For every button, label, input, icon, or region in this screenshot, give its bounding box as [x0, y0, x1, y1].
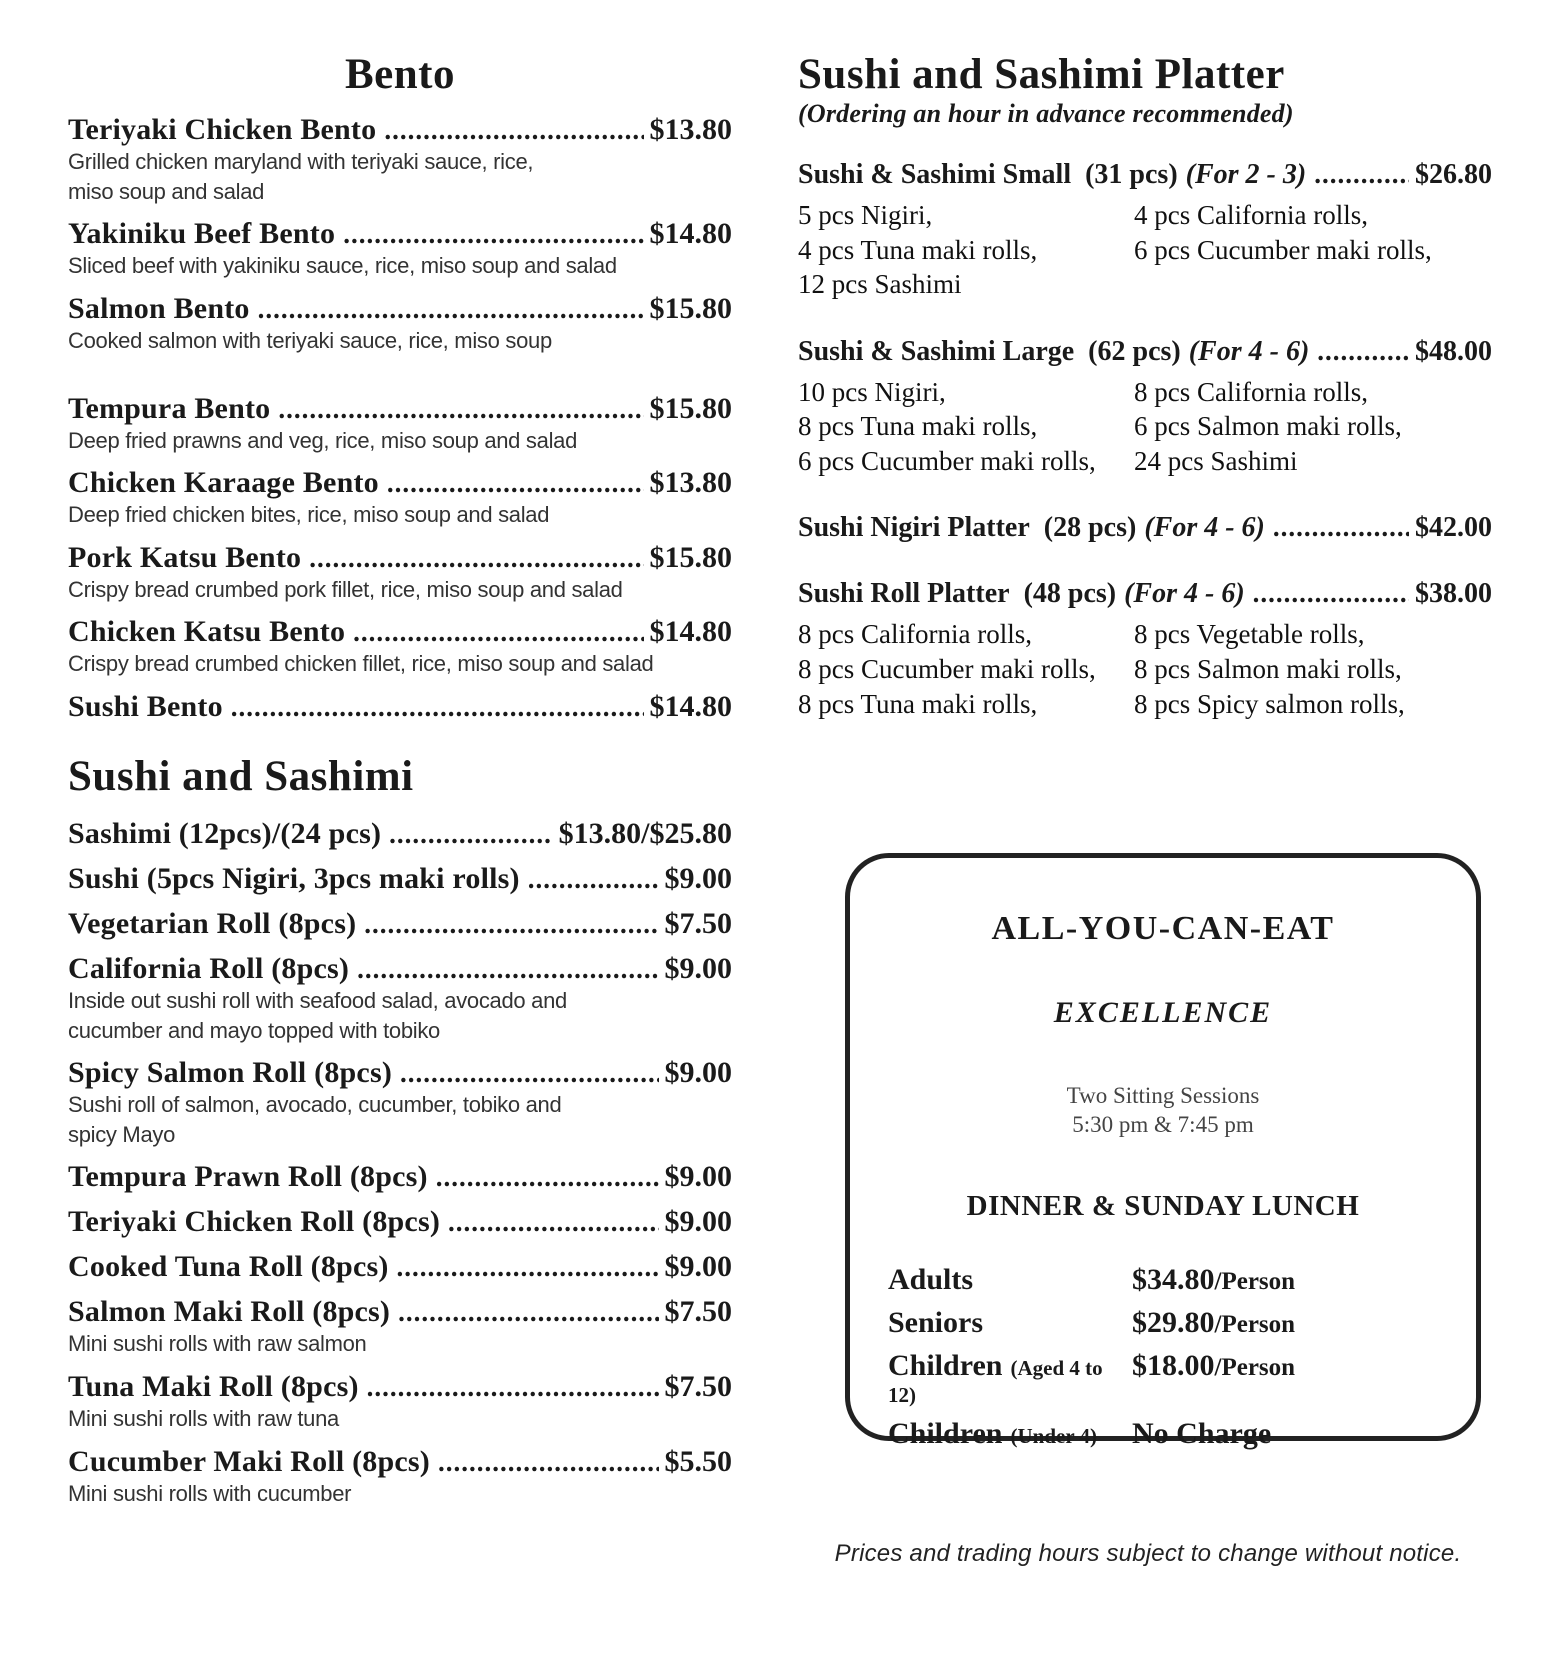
item-description: Crispy bread crumbed chicken fillet, rice, miso soup and salad [68, 651, 654, 677]
item-row [68, 862, 732, 896]
ayce-price-table [850, 1263, 1476, 1451]
item-row [68, 817, 732, 851]
ayce-price: No Charge [1132, 1416, 1272, 1450]
ayce-row-label-group [888, 1349, 1132, 1408]
dot-leader [357, 954, 658, 985]
item-description: Mini sushi rolls with raw salmon [68, 1331, 367, 1357]
dot-leader [384, 115, 643, 146]
ayce-price-unit: /Person [1214, 1310, 1296, 1338]
item-name: Sushi (5pcs Nigiri, 3pcs maki rolls) [68, 862, 520, 896]
platter-title-row [798, 336, 1492, 368]
platter-item-large [798, 336, 1492, 479]
platter-content-cell: 8 pcs Tuna maki rolls, [798, 411, 1038, 442]
right-column [798, 52, 1492, 755]
ayce-price-unit: /Person [1214, 1267, 1296, 1295]
platter-serves: (For 4 - 6) [1188, 335, 1310, 367]
platter-contents [798, 617, 1492, 721]
platter-pieces: (62 pcs) [1088, 335, 1181, 367]
item-name: Tempura Bento [68, 391, 271, 425]
menu-item-yakiniku-beef-bento [68, 217, 732, 281]
platter-content-cell: 4 pcs Tuna maki rolls, [798, 234, 1038, 265]
menu-item-chicken-karaage-bento [68, 466, 732, 530]
platter-content-cell: 6 pcs Salmon maki rolls, [1134, 411, 1402, 442]
platter-content-cell: 8 pcs Salmon maki rolls, [1134, 653, 1402, 684]
item-row [68, 292, 732, 326]
platter-advance-note: (Ordering an hour in advance recommended) [798, 99, 1294, 129]
platter-pieces: (48 pcs) [1023, 578, 1117, 610]
platter-contents [798, 198, 1492, 302]
item-description: Sushi roll of salmon, avocado, cucumber, tobiko and [68, 1092, 562, 1118]
dot-leader [258, 294, 644, 325]
platter-title-row [798, 578, 1492, 610]
dot-leader [398, 1297, 658, 1328]
item-name: Yakiniku Beef Bento [68, 217, 336, 251]
item-description: cucumber and mayo topped with tobiko [68, 1017, 440, 1043]
ayce-row-children-4-12 [888, 1349, 1476, 1408]
menu-item-sushi [68, 862, 732, 896]
item-price: $15.80 [649, 540, 732, 574]
platter-name: Sushi & Sashimi Large [798, 335, 1075, 367]
item-name: Tempura Prawn Roll (8pcs) [68, 1160, 428, 1194]
menu-item-cooked-tuna-roll [68, 1250, 732, 1284]
platter-serves: (For 4 - 6) [1144, 512, 1265, 544]
item-price: $9.00 [664, 1205, 732, 1239]
item-description: miso soup and salad [68, 178, 265, 204]
platter-serves: (For 4 - 6) [1124, 578, 1245, 610]
dot-leader [231, 692, 644, 723]
item-name: Cucumber Maki Roll (8pcs) [68, 1444, 430, 1478]
item-price: $7.50 [664, 1370, 732, 1403]
menu-item-tempura-bento [68, 392, 732, 456]
platter-pieces: (28 pcs) [1043, 512, 1137, 544]
ayce-price-group [1132, 1417, 1476, 1451]
item-row [68, 1295, 732, 1329]
platter-content-cell: 8 pcs California rolls, [1134, 376, 1368, 407]
menu-item-chicken-katsu-bento [68, 615, 732, 679]
item-name: Salmon Bento [68, 291, 250, 325]
platter-content-cell: 6 pcs Cucumber maki rolls, [798, 445, 1096, 476]
item-description: Mini sushi rolls with raw tuna [68, 1406, 339, 1431]
ayce-price: $29.80 [1132, 1305, 1215, 1339]
platter-price: $38.00 [1415, 578, 1492, 610]
ayce-title: ALL-YOU-CAN-EAT [991, 910, 1335, 947]
ayce-price: $34.80 [1132, 1262, 1215, 1296]
item-name: Chicken Karaage Bento [68, 466, 379, 500]
platter-price: $26.80 [1415, 159, 1492, 191]
platter-serves: (For 2 - 3) [1185, 159, 1307, 191]
platter-content-cell: 6 pcs Cucumber maki rolls, [1134, 234, 1432, 265]
ayce-label: Adults [888, 1262, 974, 1296]
dot-leader [1253, 578, 1409, 609]
platter-item-nigiri [798, 512, 1492, 544]
ayce-label: Children [888, 1348, 1003, 1382]
ayce-session-line: Two Sitting Sessions [1066, 1083, 1260, 1108]
platter-content-cell: 8 pcs Tuna maki rolls, [798, 688, 1038, 719]
item-price: $13.80/$25.80 [558, 817, 732, 851]
dot-leader [367, 1372, 659, 1403]
ayce-label-note: (Under 4) [1010, 1423, 1098, 1448]
ayce-price: $18.00 [1132, 1348, 1215, 1382]
section-title-sushi-and-sashimi: Sushi and Sashimi [68, 752, 414, 800]
item-row [68, 541, 732, 575]
platter-content-cell: 8 pcs California rolls, [798, 619, 1032, 650]
item-description: Mini sushi rolls with cucumber [68, 1480, 352, 1506]
item-price: $7.50 [664, 1295, 732, 1329]
dot-leader [353, 617, 643, 648]
platter-content-cell: 10 pcs Nigiri, [798, 376, 946, 407]
item-row [68, 952, 732, 986]
dot-leader [397, 1252, 659, 1283]
item-price: $15.80 [649, 391, 732, 425]
item-name: Vegetarian Roll (8pcs) [68, 907, 357, 941]
item-price: $5.50 [664, 1444, 732, 1478]
dot-leader [1317, 336, 1409, 367]
menu-item-pork-katsu-bento [68, 541, 732, 605]
menu-item-salmon-maki-roll [68, 1295, 732, 1359]
dot-leader [1273, 512, 1409, 543]
menu-item-spicy-salmon-roll [68, 1056, 732, 1149]
item-price: $14.80 [649, 615, 732, 649]
item-description: Deep fried chicken bites, rice, miso soup and salad [68, 502, 550, 528]
all-you-can-eat-box [845, 853, 1481, 1450]
ayce-price-group [1132, 1263, 1476, 1297]
footer-disclaimer: Prices and trading hours subject to change without notice. [834, 1540, 1462, 1567]
item-price: $7.50 [664, 907, 732, 941]
item-name: Teriyaki Chicken Roll (8pcs) [68, 1205, 441, 1239]
item-row [68, 1250, 732, 1284]
item-row [68, 217, 732, 251]
item-description: Cooked salmon with teriyaki sauce, rice, miso soup [68, 327, 552, 353]
item-row [68, 1056, 732, 1090]
item-row [68, 1160, 732, 1194]
item-description: Deep fried prawns and veg, rice, miso soup and salad [68, 427, 578, 453]
ayce-row-seniors [888, 1306, 1476, 1340]
ayce-label-note: (Aged 4 to 12) [888, 1355, 1103, 1407]
platter-name: Sushi & Sashimi Small [798, 159, 1072, 191]
platter-price: $48.00 [1415, 335, 1492, 367]
dot-leader [364, 909, 658, 940]
ayce-row-label-group [888, 1263, 1132, 1297]
platter-title-row [798, 512, 1492, 544]
ayce-price-group [1132, 1306, 1476, 1340]
ayce-price-group [1132, 1349, 1476, 1383]
dot-leader [400, 1058, 658, 1089]
item-row [68, 615, 732, 649]
platter-content-cell: 8 pcs Vegetable rolls, [1134, 619, 1365, 650]
platter-content-cell: 5 pcs Nigiri, [798, 200, 933, 231]
dot-leader [309, 543, 643, 574]
item-row [68, 1205, 732, 1239]
item-row [68, 1445, 732, 1479]
ayce-heading: DINNER & SUNDAY LUNCH [966, 1189, 1360, 1222]
platter-item-small [798, 159, 1492, 302]
platter-name: Sushi Roll Platter [798, 578, 1010, 610]
item-price: $13.80 [649, 113, 732, 147]
ayce-label: Children [888, 1416, 1003, 1450]
section-title-bento: Bento [345, 51, 455, 98]
item-name: Sashimi (12pcs)/(24 pcs) [68, 817, 382, 851]
ayce-row-adults [888, 1263, 1476, 1297]
item-description: spicy Mayo [68, 1121, 176, 1147]
left-column [68, 52, 732, 1519]
item-description: Sliced beef with yakiniku sauce, rice, miso soup and salad [68, 253, 617, 279]
item-name: Sushi Bento [68, 689, 223, 723]
item-name: Pork Katsu Bento [68, 540, 302, 574]
dot-leader [389, 819, 553, 850]
item-name: Cooked Tuna Roll (8pcs) [68, 1250, 389, 1284]
item-description: Inside out sushi roll with seafood salad, avocado and [68, 988, 567, 1014]
platter-content-cell: 12 pcs Sashimi [798, 269, 962, 300]
ayce-session-times: 5:30 pm & 7:45 pm [1072, 1111, 1254, 1137]
item-row [68, 392, 732, 426]
platter-item-roll [798, 578, 1492, 721]
menu-item-cucumber-maki-roll [68, 1445, 732, 1509]
ayce-row-children-under-4 [888, 1417, 1476, 1451]
item-price: $9.00 [664, 862, 732, 896]
item-name: Salmon Maki Roll (8pcs) [68, 1295, 391, 1329]
dot-leader [436, 1162, 659, 1193]
menu-item-tempura-prawn-roll [68, 1160, 732, 1194]
item-row [68, 1370, 732, 1404]
ayce-row-label-group [888, 1306, 1132, 1340]
menu-item-teriyaki-chicken-roll [68, 1205, 732, 1239]
dot-leader [343, 219, 643, 250]
item-name: Tuna Maki Roll (8pcs) [68, 1370, 359, 1403]
ayce-subtitle: EXCELLENCE [1053, 996, 1273, 1029]
platter-name: Sushi Nigiri Platter [798, 512, 1030, 544]
dot-leader [528, 864, 659, 895]
ayce-label: Seniors [888, 1305, 984, 1339]
dot-leader [1314, 159, 1409, 190]
item-price: $15.80 [649, 291, 732, 325]
item-row [68, 690, 732, 724]
ayce-sessions [850, 1082, 1476, 1140]
platter-title-row [798, 159, 1492, 191]
item-price: $13.80 [649, 466, 732, 500]
item-name: Teriyaki Chicken Bento [68, 113, 377, 147]
item-price: $9.00 [664, 952, 732, 986]
menu-item-salmon-bento [68, 292, 732, 356]
menu-item-sushi-bento [68, 690, 732, 724]
item-name: California Roll (8pcs) [68, 952, 350, 986]
dot-leader [278, 394, 643, 425]
platter-content-cell: 4 pcs California rolls, [1134, 200, 1368, 231]
platter-content-cell: 8 pcs Spicy salmon rolls, [1134, 688, 1405, 719]
platter-price: $42.00 [1415, 512, 1492, 544]
section-title-platter: Sushi and Sashimi Platter [798, 51, 1285, 98]
item-row [68, 113, 732, 147]
item-name: Spicy Salmon Roll (8pcs) [68, 1056, 393, 1090]
menu-item-vegetarian-roll [68, 907, 732, 941]
item-description: Grilled chicken maryland with teriyaki sauce, rice, [68, 149, 534, 175]
item-price: $9.00 [664, 1250, 732, 1284]
platter-content-cell [1134, 267, 1492, 302]
item-row [68, 907, 732, 941]
item-row [68, 466, 732, 500]
menu-item-tuna-maki-roll [68, 1370, 732, 1434]
platter-content-cell: 24 pcs Sashimi [1134, 445, 1298, 476]
menu-item-sashimi [68, 817, 732, 851]
ayce-price-unit: /Person [1214, 1353, 1296, 1381]
item-price: $14.80 [649, 217, 732, 251]
menu-item-california-roll [68, 952, 732, 1045]
item-name: Chicken Katsu Bento [68, 615, 346, 649]
ayce-row-label-group [888, 1417, 1132, 1451]
item-price: $14.80 [649, 689, 732, 723]
item-price: $9.00 [664, 1056, 732, 1090]
dot-leader [438, 1447, 659, 1478]
menu-item-teriyaki-chicken-bento [68, 113, 732, 206]
platter-pieces: (31 pcs) [1085, 159, 1178, 191]
item-price: $9.00 [664, 1160, 732, 1194]
platter-contents [798, 375, 1492, 479]
dot-leader [387, 468, 644, 499]
dot-leader [448, 1207, 658, 1238]
platter-content-cell: 8 pcs Cucumber maki rolls, [798, 653, 1096, 684]
item-description: Crispy bread crumbed pork fillet, rice, miso soup and salad [68, 576, 623, 602]
